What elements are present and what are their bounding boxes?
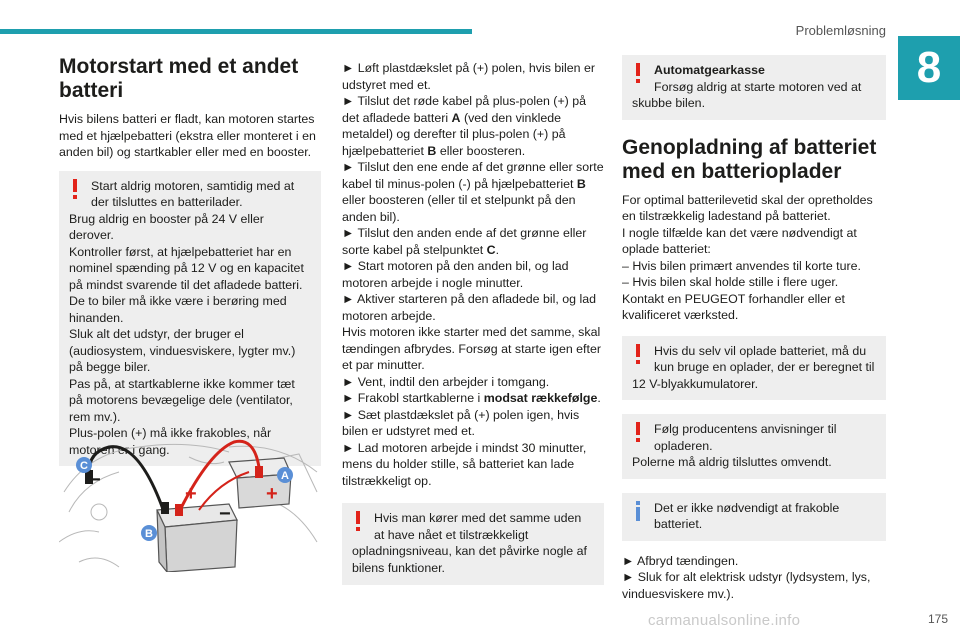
warning-lead: Start aldrig motoren, samtidig med at der tilsluttes en batterilader. — [91, 178, 295, 209]
step-9: ► Frakobl startkablerne i modsat rækkefølge. — [342, 391, 601, 405]
warning-line: De to biler må ikke være i berøring med hinanden. — [69, 294, 287, 325]
step-2: ► Sluk for alt elektrisk udstyr (lydsystem, lys, vinduesviskere mv.). — [622, 570, 871, 601]
label-b: B — [145, 528, 153, 540]
warning-lead: Følg producentens anvisninger til opladeren. — [654, 422, 837, 453]
warning-rest: Polerne må aldrig tilsluttes omvendt. — [632, 455, 832, 469]
heading-jump-start: Motorstart med et andet batteri — [59, 55, 299, 102]
minus-sign: − — [89, 469, 101, 491]
warning-rest: skubbe bilen. — [632, 96, 706, 110]
charging-bullet: – Hvis bilen skal holde stille i flere uger. — [622, 275, 839, 289]
intro-paragraph: Hvis bilens batteri er fladt, kan motoren startes med et hjælpebatteri (ekstra eller monteret i en anden bil) og startkabler eller med en booster. — [59, 112, 316, 159]
warning-lead: Hvis du selv vil oplade batteriet, må du kun bruge en oplader, der er beregnet til — [654, 343, 875, 374]
clamp — [161, 502, 169, 514]
warning-box-jump-start — [59, 171, 321, 467]
label-a: A — [281, 470, 289, 482]
step-4: ► Tilslut den anden ende af det grønne eller sorte kabel på stelpunktet C. — [342, 226, 587, 257]
column-1 — [59, 55, 321, 476]
chapter-tab: 8 — [898, 36, 960, 100]
step-8: ► Vent, indtil den arbejder i tomgang. — [342, 374, 550, 389]
label-c: C — [80, 460, 88, 472]
warning-rest: opladningsniveau, kan det påvirke nogle af bilens funktioner. — [352, 544, 587, 575]
warning-line: Sluk alt det udstyr, der bruger el (audiosystem, vinduesviskere, lygter mv.) på begge biler. — [69, 327, 296, 374]
charging-paragraph: For optimal batterilevetid skal der opretholdes en tilstrækkelig ladestand på batteriet. — [622, 192, 873, 223]
warning-box-driving — [342, 503, 604, 585]
info-icon — [634, 501, 644, 521]
section-title: Problemløsning — [795, 23, 886, 38]
plus-sign: + — [266, 483, 278, 505]
step-3: ► Tilslut den ene ende af det grønne eller sorte kabel til minus-polen (-) på hjælpebatteriet B eller boosteren (eller til et stelpunkt på den anden bil). — [342, 160, 604, 224]
clamp — [175, 504, 183, 516]
info-lead: Det er ikke nødvendigt at frakoble batteriet. — [654, 500, 840, 531]
minus-sign: − — [219, 503, 231, 525]
header-accent-bar — [0, 29, 472, 34]
step-7: Hvis motoren ikke starter med det samme, skal tændingen afbrydes. Forsøg at starte igen efter et par minutter. — [342, 325, 601, 372]
heading-charging: Genopladning af batteriet med en batterioplader — [622, 135, 877, 183]
warning-icon — [71, 179, 81, 199]
watermark: carmanualsonline.info — [648, 612, 801, 629]
warning-icon — [354, 511, 364, 531]
warning-icon — [634, 422, 644, 442]
step-10: ► Sæt plastdækslet på (+) polen igen, hvis bilen er udstyret med et. — [342, 407, 580, 438]
plus-sign: + — [185, 483, 197, 505]
warning-title: Automatgearkasse — [654, 63, 765, 77]
info-box-disconnect — [622, 493, 886, 541]
warning-line: Pas på, at startkablerne ikke kommer tæt på motorens bevægelige dele (ventilator, rem mv.). — [69, 376, 295, 424]
step-6: ► Aktiver starteren på den afladede bil, og lad motoren arbejde. — [342, 292, 597, 323]
charging-paragraph: I nogle tilfælde kan det være nødvendigt at oplade batteriet: — [622, 225, 857, 256]
warning-line: Brug aldrig en booster på 24 V eller derover. — [69, 211, 264, 242]
warning-box-charger — [622, 336, 886, 401]
clamp — [255, 466, 263, 478]
warning-icon — [634, 344, 644, 364]
step-1: ► Afbryd tændingen. — [622, 553, 739, 568]
warning-box-polarity — [622, 414, 886, 479]
step-1: ► Løft plastdækslet på (+) polen, hvis bilen er udstyret med et. — [342, 61, 595, 92]
column-3 — [622, 55, 886, 602]
page-number: 175 — [927, 612, 948, 626]
column-2 — [342, 60, 604, 595]
warning-rest: 12 V-blyakkumulatorer. — [632, 376, 759, 391]
charging-paragraph: Kontakt en PEUGEOT forhandler eller et kvalificeret værksted. — [622, 291, 845, 322]
charging-bullet: – Hvis bilen primært anvendes til korte ture. — [622, 258, 861, 273]
step-5: ► Start motoren på den anden bil, og lad motoren arbejde i nogle minutter. — [342, 259, 569, 290]
warning-line: Kontroller først, at hjælpebatteriet har en nominel spænding på 12 V og en kapacitet på mindst svarende til det afladede batteri. — [69, 244, 304, 292]
warning-lead: Forsøg aldrig at starte motoren ved at — [654, 79, 862, 94]
warning-box-automatic — [622, 55, 886, 120]
step-2: ► Tilslut det røde kabel på plus-polen (+) på det afladede batteri A (ved den vinklede metaldel) og derefter til plus-polen (+) på hjælpebatteriet B eller boosteren. — [342, 94, 587, 158]
warning-line: Plus-polen (+) må ikke frakobles, når motoren er i gang. — [69, 426, 272, 457]
jump-start-illustration — [59, 432, 321, 572]
warning-icon — [634, 63, 644, 83]
warning-lead: Hvis man kører med det samme uden at have nået et tilstrækkeligt — [374, 511, 582, 542]
step-11: ► Lad motoren arbejde i mindst 30 minutter, mens du holder stille, så batteriet kan lade tilstrækkeligt op. — [342, 440, 587, 488]
